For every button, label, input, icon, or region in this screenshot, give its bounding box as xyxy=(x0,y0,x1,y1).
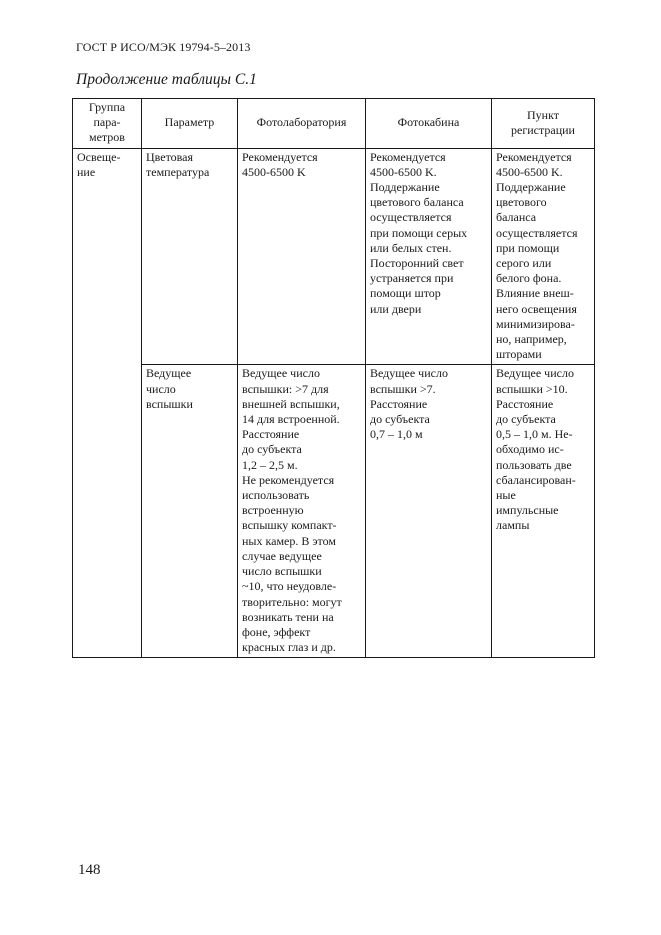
lab-cell: Рекомендуется 4500-6500 K xyxy=(238,148,366,365)
page-number: 148 xyxy=(78,862,101,878)
lab-cell: Ведущее число вспышки: >7 для внешней вспышки, 14 для встроенной. Расстояние до субъекта 1,2 – 2,5 м. Не рекомендуется использовать встроенную вспышку компакт- ных камер. В этом случае ведущее число вспышки ~10, что неудовле- творительно: могут возникать тени на фоне, эффект красных глаз и др. xyxy=(238,365,366,658)
column-header-booth: Фотокабина xyxy=(366,99,492,149)
table-header-row xyxy=(73,99,595,149)
document-header: ГОСТ Р ИСО/МЭК 19794-5–2013 xyxy=(76,40,251,54)
column-header-parameter: Параметр xyxy=(142,99,238,149)
table-row xyxy=(73,148,595,365)
registration-cell: Ведущее число вспышки >10. Расстояние до субъекта 0,5 – 1,0 м. Не- обходимо ис- пользовать две сбалансирован- ные импульсные лампы xyxy=(492,365,595,658)
table-caption: Продолжение таблицы С.1 xyxy=(76,71,257,88)
parameters-table xyxy=(72,98,595,658)
column-header-group: Группа пара- метров xyxy=(73,99,142,149)
column-header-registration: Пункт регистрации xyxy=(492,99,595,149)
booth-cell: Рекомендуется 4500-6500 K. Поддержание цветового баланса осуществляется при помощи серых или белых стен. Посторонний свет устраняется при помощи штор или двери xyxy=(366,148,492,365)
column-header-lab: Фотолаборатория xyxy=(238,99,366,149)
parameter-cell: Цветовая температура xyxy=(142,148,238,365)
registration-cell: Рекомендуется 4500-6500 K. Поддержание цветового баланса осуществляется при помощи серого или белого фона. Влияние внеш- него освещения минимизирова- но, например, шторами xyxy=(492,148,595,365)
parameter-cell: Ведущее число вспышки xyxy=(142,365,238,658)
group-cell: Освеще- ние xyxy=(73,148,142,658)
table-row xyxy=(73,365,595,658)
booth-cell: Ведущее число вспышки >7. Расстояние до субъекта 0,7 – 1,0 м xyxy=(366,365,492,658)
